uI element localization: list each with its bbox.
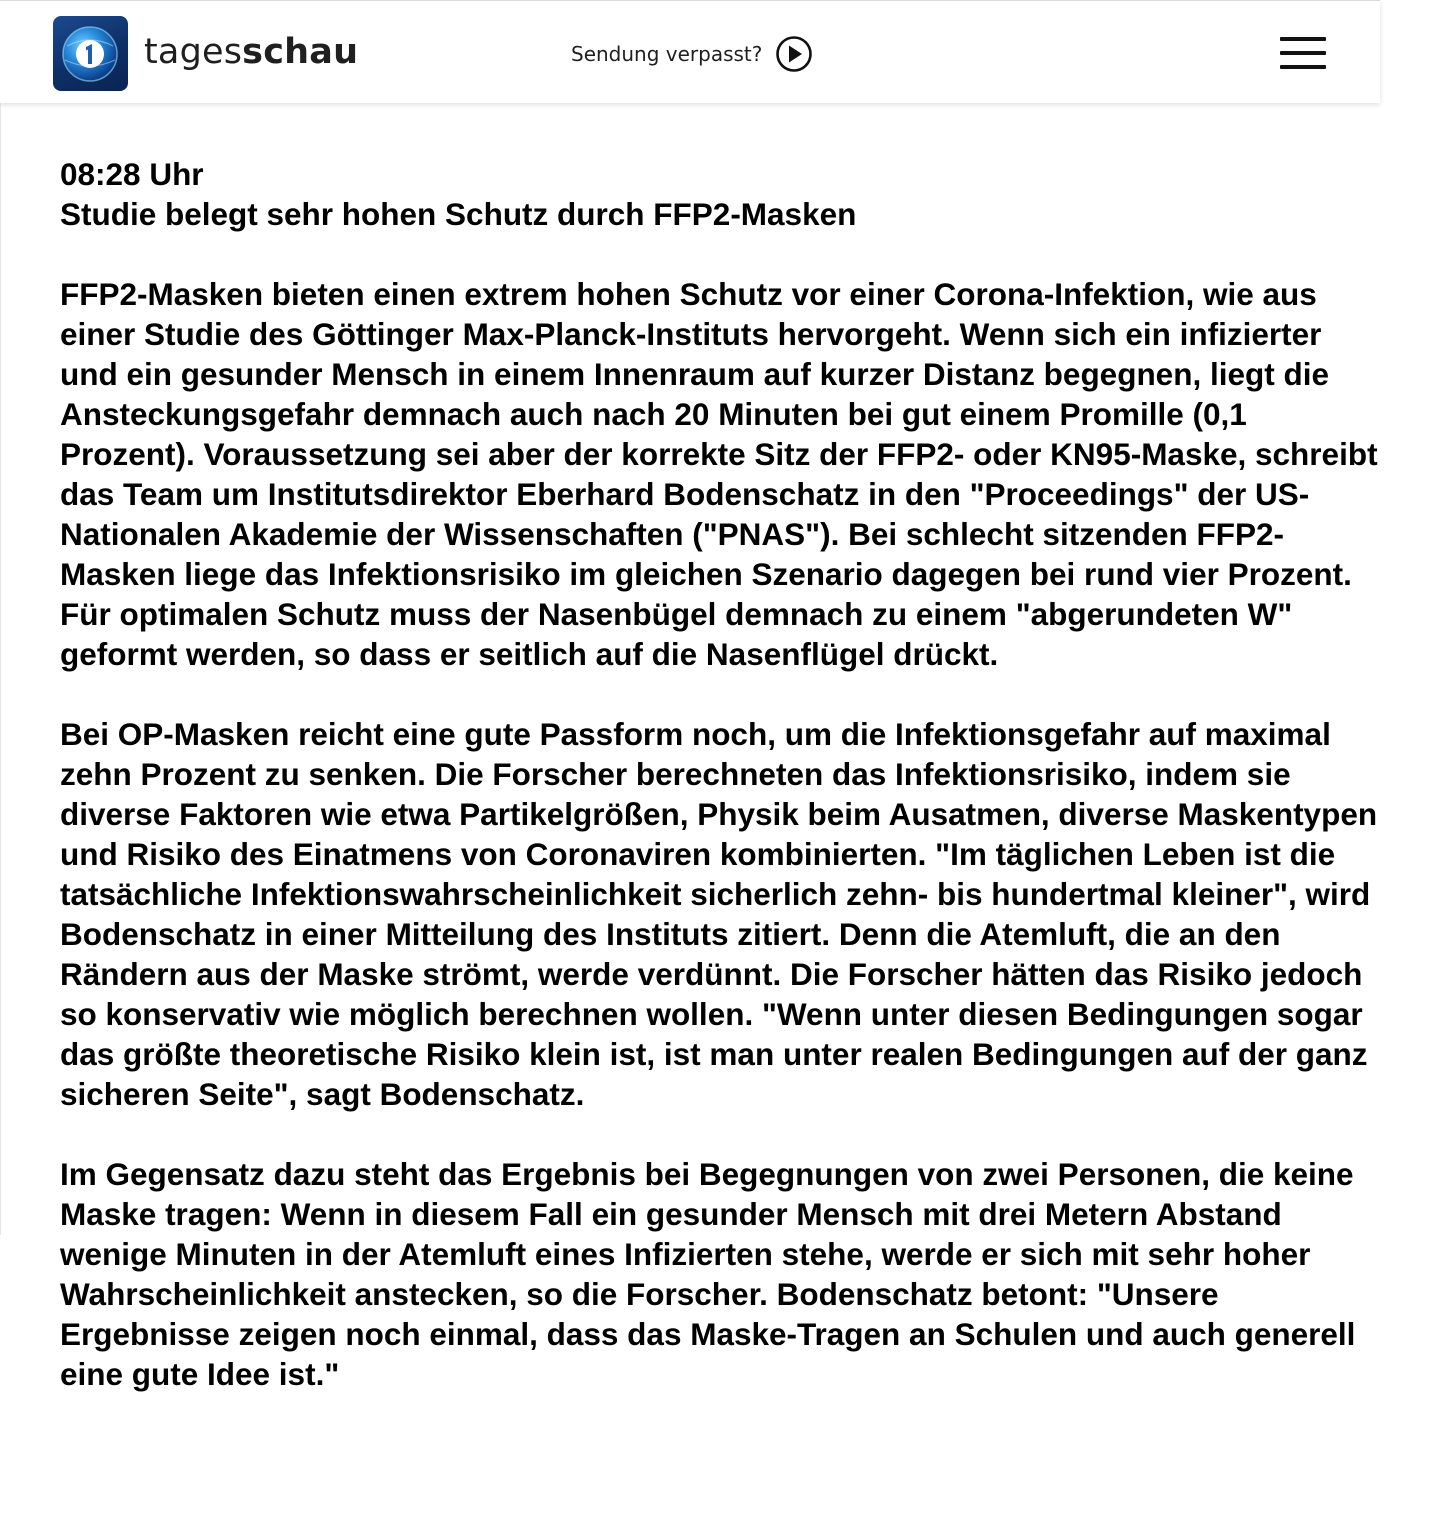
article-body bbox=[60, 154, 1380, 1394]
brand-wordmark-light: tages bbox=[144, 32, 243, 72]
article-timestamp: 08:28 Uhr bbox=[60, 156, 204, 192]
site-header bbox=[0, 0, 1380, 103]
menu-bar-top bbox=[1280, 37, 1326, 41]
brand-wordmark[interactable] bbox=[144, 29, 358, 75]
hamburger-menu-icon[interactable] bbox=[1280, 37, 1326, 69]
menu-bar-middle bbox=[1280, 51, 1326, 55]
article-paragraph: FFP2-Masken bieten einen extrem hohen Schutz vor einer Corona-Infektion, wie aus einer Studie des Göttinger Max-Planck-Instituts hervorgeht. Wenn sich ein infizierter und ein gesunder Mensch in einem Innenraum auf kurzer Distanz begegnen, liegt die Ansteckungsgefahr demnach auch nach 20 Minuten bei gut einem Promille (0,1 Prozent). Voraussetzung sei aber der korrekte Sitz der FFP2- oder KN95-Maske, schreibt das Team um Institutsdirektor Eberhard Bodenschatz in den "Proceedings" der US-Nationalen Akademie der Wissenschaften ("PNAS"). Bei schlecht sitzenden FFP2-Masken liege das Infektionsrisiko im gleichen Szenario dagegen bei rund vier Prozent. Für optimalen Schutz muss der Nasenbügel demnach zu einem "abgerundeten W" geformt werden, so dass er seitlich auf die Nasenflügel drückt. bbox=[60, 276, 1378, 672]
brand-wordmark-bold: schau bbox=[242, 32, 359, 72]
article-headline: Studie belegt sehr hohen Schutz durch FFP2-Masken bbox=[60, 196, 857, 232]
play-circle-icon[interactable] bbox=[775, 35, 813, 73]
missed-show-label: Sendung verpasst? bbox=[571, 42, 763, 66]
missed-show-link[interactable] bbox=[571, 34, 813, 74]
article-paragraph: Im Gegensatz dazu steht das Ergebnis bei Begegnungen von zwei Personen, die keine Maske tragen: Wenn in diesem Fall ein gesunder Mensch mit drei Metern Abstand wenige Minuten in der Atemluft eines Infizierten stehe, werde er sich mit sehr hoher Wahrscheinlichkeit anstecken, so die Forscher. Bodenschatz betont: "Unsere Ergebnisse zeigen noch einmal, dass das Maske-Tragen an Schulen und auch generell eine gute Idee ist." bbox=[60, 1156, 1356, 1392]
ard-one-logo-icon[interactable] bbox=[53, 16, 128, 91]
menu-bar-bottom bbox=[1280, 65, 1326, 69]
page-left-border bbox=[0, 0, 1, 1235]
article-paragraph: Bei OP-Masken reicht eine gute Passform noch, um die Infektionsgefahr auf maximal zehn Prozent zu senken. Die Forscher berechneten das Infektionsrisiko, indem sie diverse Faktoren wie etwa Partikelgrößen, Physik beim Ausatmen, diverse Maskentypen und Risiko des Einatmens von Coronaviren kombinierten. "Im täglichen Leben ist die tatsächliche Infektionswahrscheinlichkeit sicherlich zehn- bis hundertmal kleiner", wird Bodenschatz in einer Mitteilung des Instituts zitiert. Denn die Atemluft, die an den Rändern aus der Maske strömt, werde verdünnt. Die Forscher hätten das Risiko jedoch so konservativ wie möglich berechnen wollen. "Wenn unter diesen Bedingungen sogar das größte theoretische Risiko klein ist, ist man unter realen Bedingungen auf der ganz sicheren Seite", sagt Bodenschatz. bbox=[60, 716, 1378, 1112]
